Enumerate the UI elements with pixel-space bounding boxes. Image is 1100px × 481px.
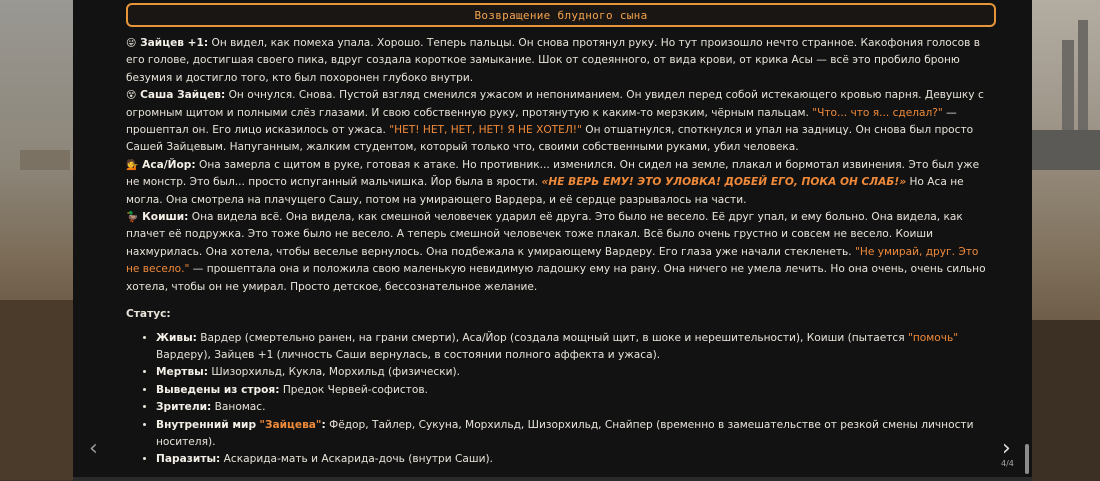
speaker-name: Аса/Йор: (138, 158, 196, 171)
text-segment: Он видел, как помеха упала. Хорошо. Теперь пальцы. Он снова протянул руку. Но тут произошло нечто странное. Какофония голосов в его голове, достигшая своего пика, вдруг создала короткое замыкание. Шок от содеянного, от вида крови, от крика Асы — всё это пробило броню безумия и достигло того, кто был похоронен глубоко внутри. (126, 37, 980, 84)
message-title: Возвращение блудного сына (126, 3, 996, 27)
text-segment: Фёдор, Тайлер, Сукуна, Морхильд, Шизорхильд, Снайпер (временно в замешательстве от резкой смены личности носителя). (156, 418, 974, 448)
character-emoji-icon: 💁 (126, 159, 139, 171)
next-arrow-icon[interactable]: › (1002, 436, 1011, 461)
text-segment: Он очнулся. Снова. Пустой взгляд сменился ужасом и непониманием. Он увидел перед собой истекающего кровью парня. Девушку с огромным щитом и полными слёз глазами. И свою собственную руку, протянутую к каким-то мерзким, чёрным пальцам. (126, 89, 984, 119)
status-item (156, 364, 992, 381)
message-content (126, 35, 992, 469)
status-label-colon: : (321, 418, 326, 431)
status-title: Статус: (126, 308, 171, 321)
speaker-name: Коиши: (138, 211, 189, 224)
character-emoji-icon: 🦆 (126, 212, 139, 224)
status-item (156, 330, 992, 365)
character-paragraph (126, 157, 992, 209)
bottom-strip (73, 477, 1032, 481)
character-paragraph (126, 87, 992, 157)
quote-segment: "Не умирай, друг. Это не весело." (126, 245, 979, 276)
scrollbar[interactable] (1025, 444, 1029, 474)
text-segment: Вардеру), Зайцев +1 (личность Саши вернулась, в состоянии полного аффекта и ужаса). (156, 348, 661, 361)
status-label: Живы: (156, 331, 197, 344)
message-card (73, 0, 1032, 481)
character-emoji-icon: 😜 (126, 38, 137, 49)
status-list (126, 330, 992, 469)
speaker-name: Саша Зайцев: (136, 89, 226, 102)
status-label: Мертвы: (156, 366, 208, 379)
text-segment: — прошептала она и положила свою маленькую невидимую ладошку ему на рану. Она ничего не умела лечить. Но она очень, очень сильно хотела, чтобы он не умирал. Просто детское, бессознательное желание. (126, 263, 986, 293)
status-label: Зрители: (156, 401, 212, 414)
status-item (156, 417, 992, 452)
background-left (0, 0, 75, 481)
text-segment: Ваномас. (211, 401, 266, 414)
text-segment: Он отшатнулся, споткнулся и упал на задницу. Он снова был просто Сашей Зайцевым. Напуганным, жалким студентом, который только что, своими собственными руками, убил человека. (126, 124, 974, 154)
status-label: Паразиты: (156, 453, 221, 466)
text-segment: Шизорхильд, Кукла, Морхильд (физически). (207, 366, 461, 379)
character-emoji-icon: 😵 (126, 90, 137, 102)
character-paragraph (126, 209, 992, 296)
text-segment: Она замерла с щитом в руке, готовая к атаке. Но противник... изменился. Он сидел на земле, плакал и бормотал извинения. Это был уже не монстр. Это был... просто испуганный мальчишка. Йор была в ярости. (126, 158, 980, 189)
quote-segment: "помочь" (907, 331, 959, 344)
text-segment: Вардер (смертельно ранен, на грани смерти), Аса/Йор (создала мощный щит, в шоке и нерешительности), Коиши (пытается (196, 331, 908, 344)
status-label-quote: "Зайцева" (259, 418, 322, 431)
text-segment: Предок Червей-софистов. (279, 383, 428, 396)
text-segment: Она видела всё. Она видела, как смешной человечек ударил её друга. Это было не весело. Её друг упал, и ему больно. Она видела, как плачет её подружка. Это тоже было не весело. А теперь смешной человечек тоже плакал. Всё было очень грустно и совсем не весело. Коиши нахмурилась. Она хотела, чтобы веселье вернулось. Она подбежала к умирающему Вардеру. Его глаза уже начали стекленеть. (126, 211, 963, 258)
status-item (156, 399, 992, 416)
page-counter: 4/4 (1001, 459, 1014, 468)
text-segment: Аскарида-мать и Аскарида-дочь (внутри Саши). (220, 453, 493, 466)
quote-segment: «НЕ ВЕРЬ ЕМУ! ЭТО УЛОВКА! ДОБЕЙ ЕГО, ПОКА ОН СЛАБ!» (541, 176, 907, 189)
prev-arrow-icon[interactable]: ‹ (89, 436, 98, 461)
background-right (1032, 0, 1100, 481)
text-segment: — прошептал он. Его лицо исказилось от ужаса. (126, 106, 957, 137)
status-label: Внутренний мир (156, 418, 257, 431)
quote-segment: "Что... что я... сделал?" (812, 106, 943, 119)
quote-segment: "НЕТ! НЕТ, НЕТ, НЕТ! Я НЕ ХОТЕЛ!" (389, 124, 582, 137)
status-label: Выведены из строя: (156, 383, 280, 396)
speaker-name: Зайцев +1: (136, 37, 209, 49)
text-segment: Но Аса не могла. Она смотрела на плачущего Сашу, потом на умирающего Вардера, и её сердце разрывалось на части. (126, 176, 964, 206)
character-paragraph (126, 35, 992, 87)
status-item (156, 382, 992, 399)
status-item (156, 451, 992, 468)
